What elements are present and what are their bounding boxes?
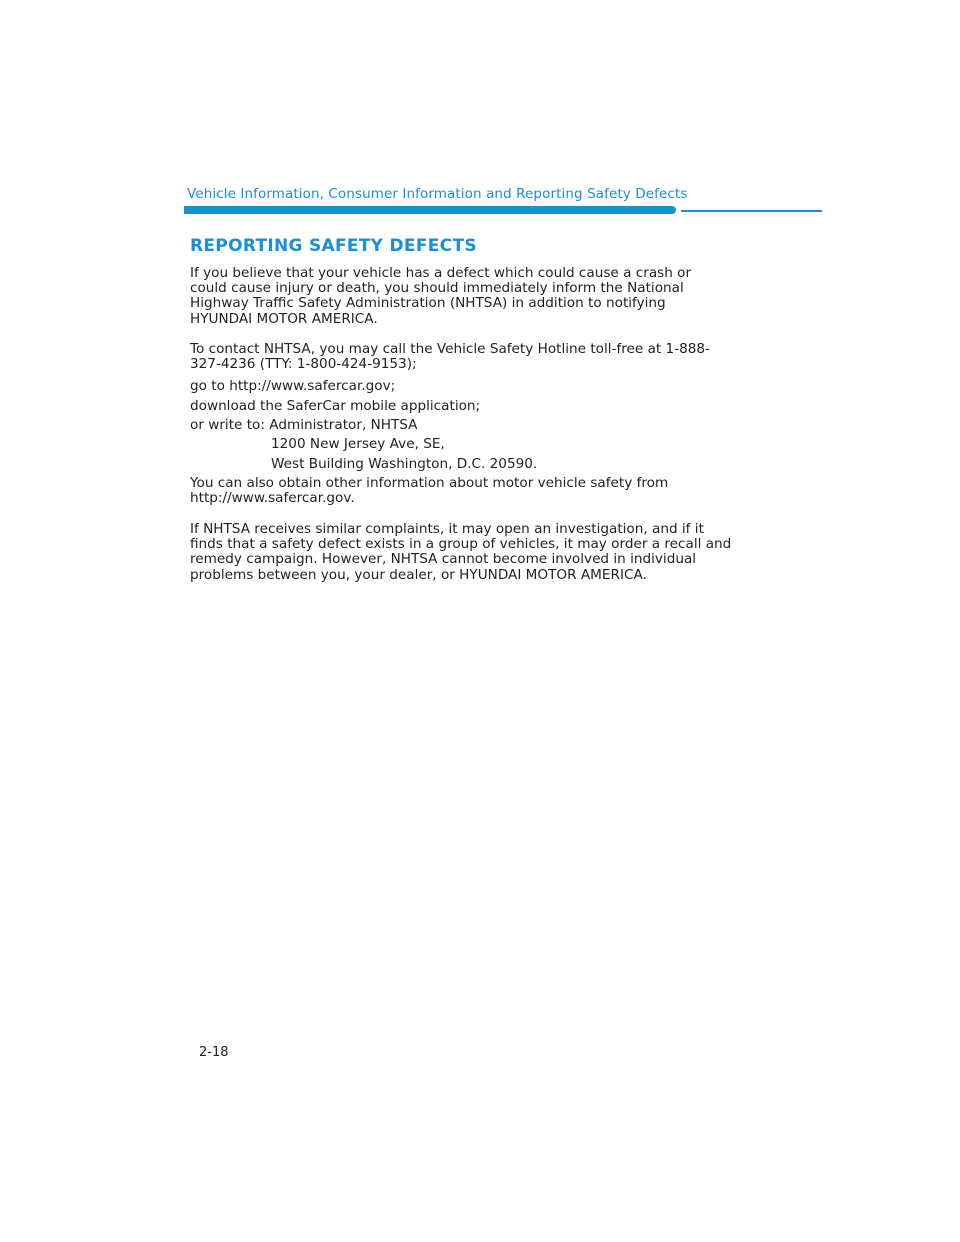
intro-line: If you believe that your vehicle has a defect which could cause a crash or [190, 265, 692, 281]
other-info-line: You can also obtain other information about motor vehicle safety from [190, 475, 669, 491]
contact-line: 327-4236 (TTY: 1-800-424-9153); [190, 356, 417, 373]
other-info-paragraph [190, 476, 750, 506]
address-line-2: West Building Washington, D.C. 20590. [271, 456, 538, 472]
chapter-header-rule-thin [681, 210, 822, 212]
intro-line: HYUNDAI MOTOR AMERICA. [190, 310, 378, 327]
chapter-header-title: Vehicle Information, Consumer Information and Reporting Safety Defects [187, 186, 688, 202]
intro-line: could cause injury or death, you should immediately inform the National [190, 280, 684, 297]
other-info-line: http://www.safercar.gov. [190, 490, 355, 507]
investigation-line: finds that a safety defect exists in a group of vehicles, it may order a recall and [190, 536, 732, 553]
investigation-paragraph [190, 522, 750, 583]
investigation-line: If NHTSA receives similar complaints, it may open an investigation, and if it [190, 521, 704, 537]
website-line: go to http://www.safercar.gov; [190, 378, 396, 394]
investigation-line: problems between you, your dealer, or HYUNDAI MOTOR AMERICA. [190, 566, 647, 583]
section-title: REPORTING SAFETY DEFECTS [190, 236, 477, 256]
contact-paragraph [190, 342, 750, 372]
contact-line: To contact NHTSA, you may call the Vehicle Safety Hotline toll-free at 1-888- [190, 341, 710, 357]
app-line: download the SaferCar mobile application; [190, 398, 481, 414]
intro-line: Highway Traffic Safety Administration (NHTSA) in addition to notifying [190, 295, 666, 312]
chapter-header-rule-thick [184, 206, 676, 214]
page-number: 2-18 [199, 1045, 229, 1060]
write-to-line: or write to: Administrator, NHTSA [190, 417, 418, 433]
investigation-line: remedy campaign. However, NHTSA cannot become involved in individual [190, 551, 697, 568]
intro-paragraph [190, 266, 750, 327]
address-line-1: 1200 New Jersey Ave, SE, [271, 436, 445, 452]
